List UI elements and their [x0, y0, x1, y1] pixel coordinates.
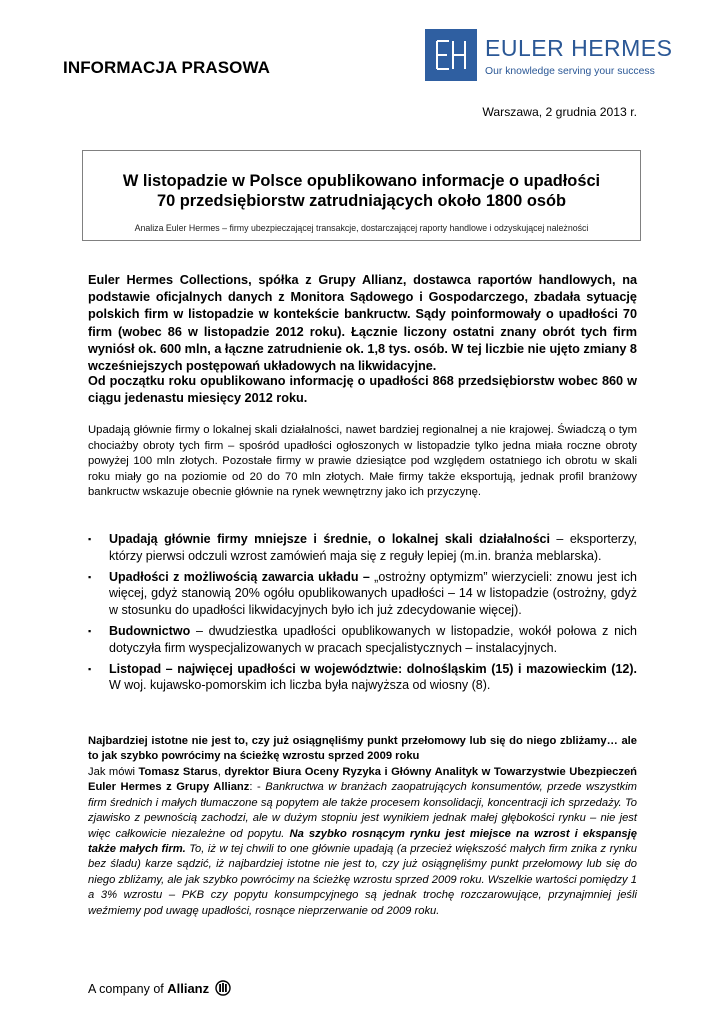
- bullet-text: W woj. kujawsko-pomorskim ich liczba była najwyższa od wiosny (8).: [109, 678, 491, 693]
- quote-text-bold: Na szybko rosnącym rynku jest miejsce na wzrost i ekspansję także małych firm.: [88, 827, 637, 856]
- bullet-bold: Upadłości z możliwością zawarcia układu –: [109, 569, 370, 584]
- logo-tagline: Our knowledge serving your success: [485, 66, 655, 77]
- headline: [93, 171, 630, 211]
- release-date: Warszawa, 2 grudnia 2013 r.: [482, 105, 637, 119]
- eh-monogram-icon: [425, 29, 477, 81]
- footer-prefix: A company of: [88, 982, 168, 996]
- list-item: [88, 531, 637, 565]
- bullet-text: – eksporterzy, którzy pierwsi odczuli wzrost zamówień maja się z reguły lepiej (m.in. branża meblarska).: [109, 532, 637, 563]
- footer-brand: Allianz: [167, 981, 210, 996]
- list-item: [88, 661, 637, 695]
- bullet-icon: ▪: [88, 663, 92, 674]
- quote-colon: : -: [249, 781, 266, 794]
- list-item: [88, 569, 637, 619]
- bullet-text: „ostrożny optymizm” wierzycieli: znowu jest ich więcej, gdyż stanowią 20% ogółu opublikowanych upadłości – 14 w listopadzie (ostrożny, gdyż w stosunku do upadłości likwidacyjnych było ich już zdecydowanie więcej).: [109, 569, 638, 618]
- quote-intro: Jak mówi: [88, 766, 139, 778]
- speaker-role: dyrektor Biura Oceny Ryzyka i Główny Analityk w Towarzystwie Ubezpieczeń Euler Hermes z Grupy Allianz: [88, 766, 638, 794]
- bullet-list: [88, 531, 637, 698]
- bullet-icon: ▪: [88, 625, 92, 636]
- bullet-text: – dwudziestka upadłości opublikowanych w listopadzie, wokół połowa z nich dotyczyła firm wyspecjalizowanych w pracach specjalistycznych – instalacyjnych.: [109, 623, 637, 655]
- footer-allianz: [88, 980, 231, 996]
- quote-paragraph: [88, 765, 637, 919]
- lead-paragraph: Euler Hermes Collections, spółka z Grupy Allianz, dostawca raportów handlowych, na podstawie oficjalnych danych z Monitora Sądowego i Gospodarczego, zbadała sytuację polskich firm w listopadzie w kontekście bankructw. Sądy poinformowały o upadłości 70 firm (wobec 86 w listopadzie 2012 roku). Łącznie liczony ostatni znany obrót tych firm wyniósł ok. 600 mln, a łączne zatrudnienie ok. 1,8 tys. osób. W tej liczbie nie ujęto zmiany 8 wcześniejszych postępowań układowych na likwidacyjne.: [88, 273, 637, 374]
- bullet-icon: ▪: [88, 534, 92, 544]
- bullet-icon: ▪: [88, 571, 92, 582]
- lead-paragraph-2: Od początku roku opublikowano informację o upadłości 868 przedsiębiorstw wobec 860 w ciągu jedenastu miesięcy 2012 roku.: [88, 374, 637, 406]
- headline-line-1: W listopadzie w Polsce opublikowano informacje o upadłości: [122, 172, 601, 190]
- speaker-name: Tomasz Starus: [138, 766, 218, 778]
- headline-box: [82, 150, 641, 241]
- bullet-bold: Upadają głównie firmy mniejsze i średnie, o lokalnej skali działalności: [109, 532, 550, 546]
- section-heading: Najbardziej istotne nie jest to, czy już osiągnęliśmy punkt przełomowy lub się do niego zbliżamy… ale to jak szybko powrócimy na ścieżkę wzrostu sprzed 2009 roku: [88, 735, 637, 763]
- list-item: [88, 623, 637, 657]
- headline-line-2: 70 przedsiębiorstw zatrudniających około 1800 osób: [157, 192, 566, 210]
- euler-hermes-logo: [425, 29, 673, 81]
- quote-text-1: Bankructwa w branżach zaopatrujących konsumentów, przede wszystkim firm średnich i małych tłumaczone są popytem ale także procesem konsolidacji, koncentracji ich sprzedaży. To zjawisko z pewnością zachodzi, ale w dużym stopniu jest wynikiem jednak małej głębokości rynku – nie jest więc całkowicie niezależne od popytu.: [88, 781, 637, 840]
- bullet-bold: Listopad – najwięcej upadłości w województwie: dolnośląskim (15) i mazowieckim (12).: [109, 661, 637, 676]
- quote-text-2: To, iż w tej chwili to one głównie upadają (a przecież większość małych firm znika z rynku bez śladu) karze sądzić, iż najbardziej istotne nie jest to, czy już osiągnęliśmy punkt przełomowy lub się do niego zbliżamy, ale jak szybko powrócimy na ścieżkę wzrostu sprzed 2009 roku. Wszelkie wartości pomiędzy 1 a 3% wzrostu – PKB czy popytu konsumpcyjnego są jednak trochę rozczarowujące, przynajmniej jeśli weźmiemy pod uwagę upadłości, rosnące nieprzerwanie od 2009 roku.: [88, 843, 637, 917]
- allianz-eagle-icon: [215, 980, 231, 996]
- press-release-label: INFORMACJA PRASOWA: [63, 58, 271, 77]
- logo-name: EULER HERMES: [485, 35, 673, 61]
- quote-sep: ,: [217, 766, 225, 778]
- bullet-bold: Budownictwo: [109, 623, 191, 638]
- headline-subtitle: Analiza Euler Hermes – firmy ubezpieczającej transakcje, dostarczającej raporty handlowe i odzyskującej należności: [134, 223, 589, 233]
- body-paragraph: Upadają głównie firmy o lokalnej skali działalności, nawet bardziej regionalnej a nie krajowej. Świadczą o tym chociażby obroty tych firm – spośród upadłości ogłoszonych w listopadzie tylko jedna miała roczne obroty powyżej 100 mln złotych. Pozostałe firmy w prawie dziesiątce pod względem ostatniego ich obrotu w skali roku miały go na poziomie od 20 do 70 mln złotych. Małe firmy także eksportują, jednak profil branżowy bankructw wskazuje obecnie głównie na rynek wewnętrzny jako ich przyczynę.: [88, 424, 637, 499]
